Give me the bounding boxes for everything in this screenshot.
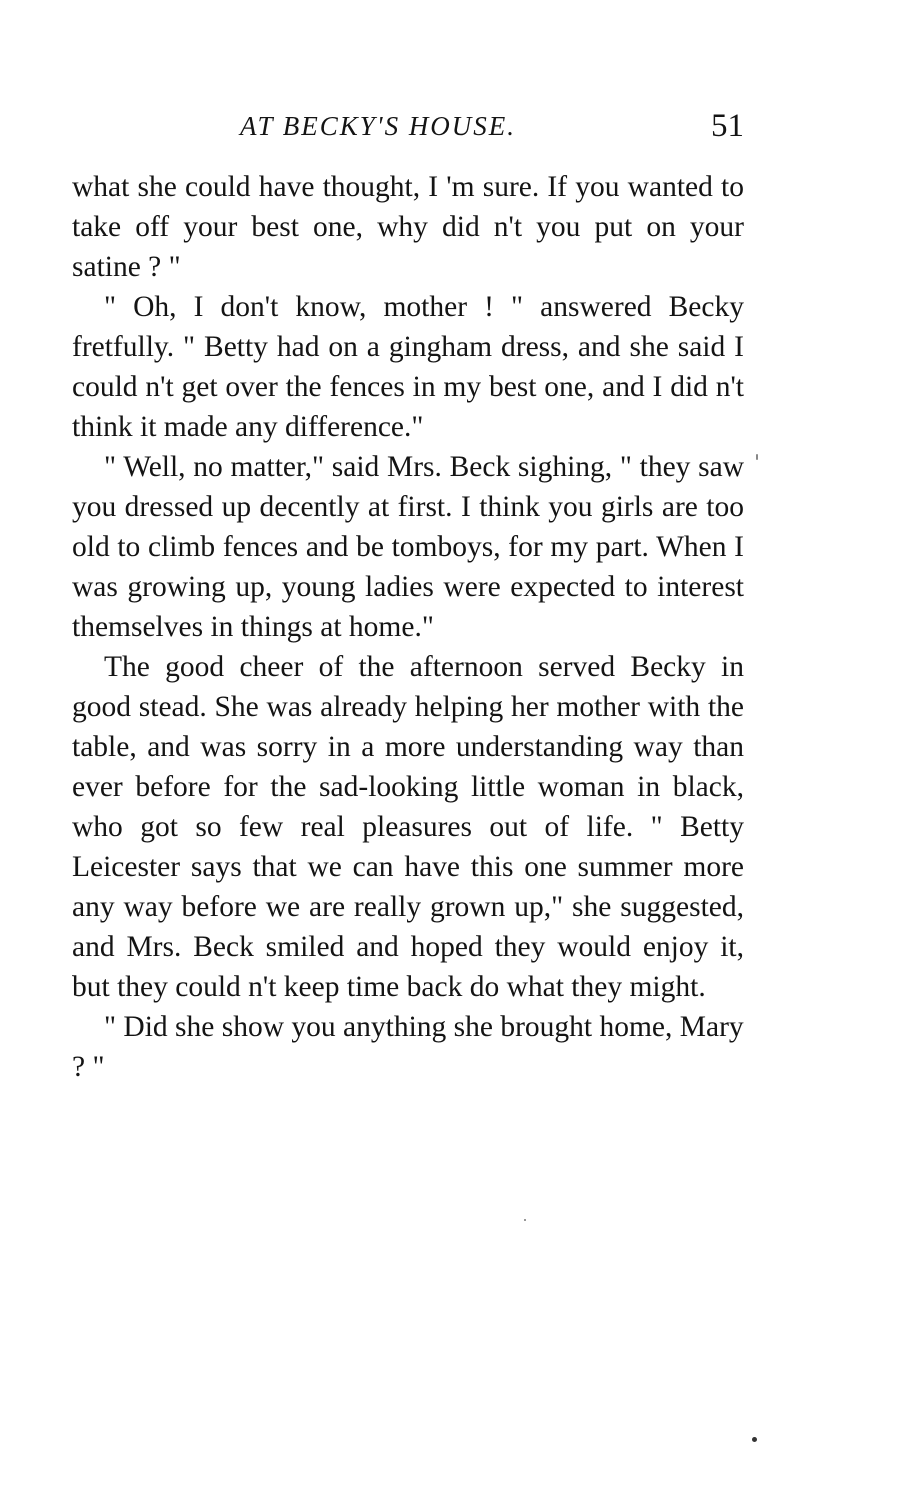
- paragraph-continued: what she could have thought, I 'm sure. If you wanted to take off your best one, why did n't you put on your satine ? ": [72, 171, 744, 283]
- paper-speck: [756, 454, 758, 460]
- running-head: AT BECKY'S HOUSE.: [240, 111, 517, 141]
- page-number: 51: [711, 108, 744, 144]
- paper-speck: [752, 1437, 757, 1442]
- page-header: [72, 106, 744, 146]
- paragraph: " Oh, I don't know, mother ! " answered Becky fretfully. " Betty had on a gingham dress, and she said I could n't get over the fences in my best one, and I did n't think it made any difference.": [72, 291, 744, 443]
- paragraph: The good cheer of the afternoon served Becky in good stead. She was already helping her mother with the table, and was sorry in a more understanding way than ever before for the sad-looking little woman in black, who got so few real pleasures out of life. " Betty Leicester says that we can have this one summer more any way before we are really grown up," she suggested, and Mrs. Beck smiled and hoped they would enjoy it, but they could n't keep time back do what they might.: [72, 651, 744, 1003]
- paper-speck: [524, 1219, 526, 1221]
- paragraph: " Well, no matter," said Mrs. Beck sighing, " they saw you dressed up decently at first. I think you girls are too old to climb fences and be tomboys, for my part. When I was growing up, young ladies were expected to interest themselves in things at home.": [72, 451, 744, 643]
- body-text: [72, 167, 744, 1087]
- paragraph: " Did she show you anything she brought home, Mary ? ": [72, 1011, 744, 1083]
